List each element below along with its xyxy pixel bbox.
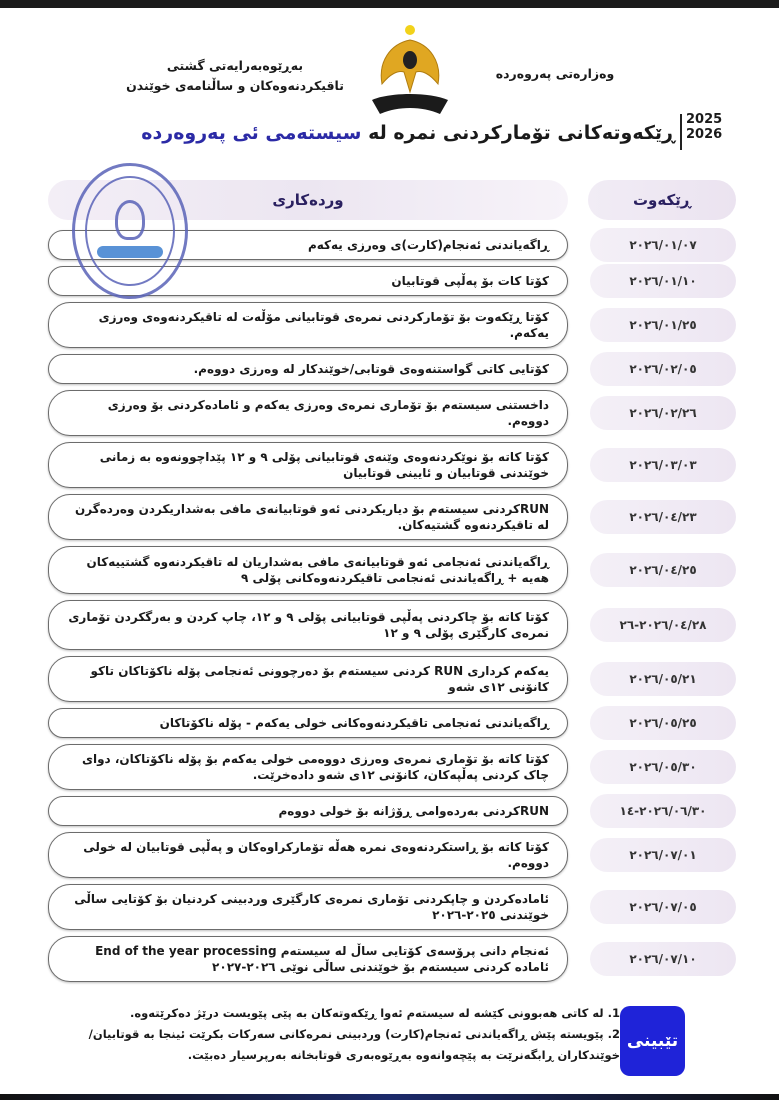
task-cell: ڕاگەیاندنی ئەنجام(کارت)ی وەرزی یەکەم	[48, 230, 568, 260]
stamp-mark	[115, 200, 145, 240]
date-cell: ٢٠٢٦/٠٥/٢٥	[590, 706, 736, 740]
task-cell: کۆتا کاتە بۆ تۆماری نمرەی وەرزی دووەمی خولی یەکەم بۆ پۆلە ناکۆتاکان، دوای چاک کردنی پەڵپەکان، کانۆنی ١٢ی شەو دادەخرێت.	[48, 744, 568, 790]
stamp-ribbon	[97, 246, 163, 258]
table-body	[48, 230, 736, 982]
header-details: وردەکاری	[48, 180, 568, 220]
task-cell: ڕاگەیاندنی ئەنجامی ئەو قوتابیانەی مافی بەشداریان لە تاقیکردنەوە گشتییەکان هەیە + ڕاگەیاندنی ئەنجامی تاقیکردنەوەکانی پۆلی ٩	[48, 546, 568, 594]
directorate-line-1: بەڕێوەبەرایەتی گشتی	[166, 58, 304, 73]
ministry-name: وەزارەتی پەروەردە	[495, 66, 615, 81]
title-divider	[680, 114, 682, 150]
date-cell: ٢٠٢٦/٠٦/٣٠-١٤	[590, 794, 736, 828]
task-cell: ڕاگەیاندنی ئەنجامی تاقیکردنەوەکانی خولی یەکەم - پۆلە ناکۆتاکان	[48, 708, 568, 738]
table-row	[48, 884, 736, 930]
directorate-line-2: تاقیکردنەوەکان و ساڵنامەی خوێندن	[126, 78, 344, 93]
table-row	[48, 832, 736, 878]
date-cell: ٢٠٢٦/٠١/١٠	[590, 264, 736, 298]
academic-year	[686, 112, 722, 142]
task-cell: داخستنی سیستەم بۆ تۆماری نمرەی وەرزی یەکەم و ئامادەکردنی بۆ وەرزی دووەم.	[48, 390, 568, 436]
task-cell: کۆتا کاتە بۆ چاکردنی پەڵپی قوتابیانی پۆلی ٩ و ١٢، چاپ کردن و بەرگکردن تۆماری نمرەی کارگێری پۆلی ٩ و ١٢	[48, 600, 568, 650]
date-cell: ٢٠٢٦/٠٢/٠٥	[590, 352, 736, 386]
task-cell: ئامادەکردن و چاپکردنی تۆماری نمرەی کارگێری وردبینی کردنیان بۆ کۆتایی ساڵی خوێندنی ٢٠٢٥-٢٠٢٦	[48, 884, 568, 930]
header-date: ڕێکەوت	[588, 180, 736, 220]
table-row	[48, 302, 736, 348]
task-cell: کۆتا ڕێکەوت بۆ تۆمارکردنی نمرەی قوتابیانی مۆڵەت لە تاقیکردنەوەی وەرزی یەکەم.	[48, 302, 568, 348]
directorate-name	[120, 56, 350, 96]
date-cell: ٢٠٢٦/٠٤/٢٣	[590, 500, 736, 534]
task-cell: ئەنجام دانی پرۆسەی کۆتایی ساڵ لە سیستەم End of the year processing ئامادە کردنی سیستەم بۆ خوێندنی ساڵی نوێی ٢٠٢٦-٢٠٢٧	[48, 936, 568, 982]
task-cell: کۆتا کات بۆ پەڵپی قوتابیان	[48, 266, 568, 296]
date-cell: ٢٠٢٦/٠٤/٢٥	[590, 553, 736, 587]
year-end: 2026	[686, 127, 723, 142]
date-cell: ٢٠٢٦/٠٧/١٠	[590, 942, 736, 976]
year-start: 2025	[686, 112, 723, 127]
task-cell: کۆتایی کاتی گواستنەوەی قوتابی/خوێندکار لە وەرزی دووەم.	[48, 354, 568, 384]
table-row	[48, 494, 736, 540]
document-header	[0, 14, 779, 124]
table-row	[48, 390, 736, 436]
task-cell: کۆتا کاتە بۆ ڕاستکردنەوەی نمرە هەڵە تۆمارکراوەکان و پەڵپی قوتابیان لە خولی دووەم.	[48, 832, 568, 878]
date-cell: ٢٠٢٦/٠٧/٠١	[590, 838, 736, 872]
date-cell: ٢٠٢٦/٠٣/٠٣	[590, 448, 736, 482]
bottom-border	[0, 1094, 779, 1100]
top-border	[0, 0, 779, 8]
date-cell: ٢٠٢٦/٠٥/٣٠	[590, 750, 736, 784]
schedule-table	[48, 180, 736, 988]
date-cell: ٢٠٢٦/٠٢/٢٦	[590, 396, 736, 430]
title-row	[0, 112, 779, 152]
table-row	[48, 936, 736, 982]
table-row	[48, 354, 736, 384]
table-row	[48, 656, 736, 702]
notes-badge: تێبینی	[620, 1006, 685, 1076]
kurdistan-emblem-icon	[360, 22, 460, 122]
notes-list	[60, 1003, 620, 1066]
note-item: 1. لە کاتی هەبوونی کێشە لە سیستەم ئەوا ڕێکەوتەکان بە پێی پێویست درێژ دەکرێتەوە.	[129, 1006, 620, 1020]
title-text: ڕێکەوتەکانی تۆمارکردنی نمرە لە	[361, 122, 675, 144]
title-highlight: سیستەمی ئی پەروەردە	[141, 122, 362, 144]
date-cell: ٢٠٢٦/٠٤/٢٨-٢٦	[590, 608, 736, 642]
task-cell: یەکەم کرداری RUN کردنی سیستەم بۆ دەرچوونی ئەنجامی پۆلە ناکۆتاکان تاکو کانۆنی ١٢ی شەو	[48, 656, 568, 702]
table-row	[48, 600, 736, 650]
table-row	[48, 796, 736, 826]
date-cell: ٢٠٢٦/٠١/٢٥	[590, 308, 736, 342]
table-row	[48, 708, 736, 738]
table-row	[48, 546, 736, 594]
page-title	[141, 122, 675, 144]
date-cell: ٢٠٢٦/٠١/٠٧	[590, 228, 736, 262]
note-item: 2. پێویستە پێش ڕاگەیاندنی ئەنجام(کارت) وردبینی نمرەکانی سەرکات بکرێت ئینجا بە قوتابیان/خوێندکاران ڕابگەنرێت بە پێچەوانەوە بەڕێوەبەری قوتابخانە بەرپرسیار دەبێت.	[88, 1027, 620, 1062]
date-cell: ٢٠٢٦/٠٥/٢١	[590, 662, 736, 696]
ministry-stamp-icon	[72, 163, 188, 299]
task-cell: کۆتا کاتە بۆ نوێکردنەوەی وێنەی قوتابیانی پۆلی ٩ و ١٢ پێداچوونەوە بە زمانی خوێندنی قوتابیان و ئایینی قوتابیان	[48, 442, 568, 488]
table-row	[48, 442, 736, 488]
task-cell: RUNکردنی بەردەوامی ڕۆژانە بۆ خولی دووەم	[48, 796, 568, 826]
task-cell: RUNکردنی سیستەم بۆ دیاریکردنی ئەو قوتابیانەی مافی بەشداریکردن وەردەگرن لە تاقیکردنەوە گشتیەکان.	[48, 494, 568, 540]
date-cell: ٢٠٢٦/٠٧/٠٥	[590, 890, 736, 924]
table-row	[48, 744, 736, 790]
